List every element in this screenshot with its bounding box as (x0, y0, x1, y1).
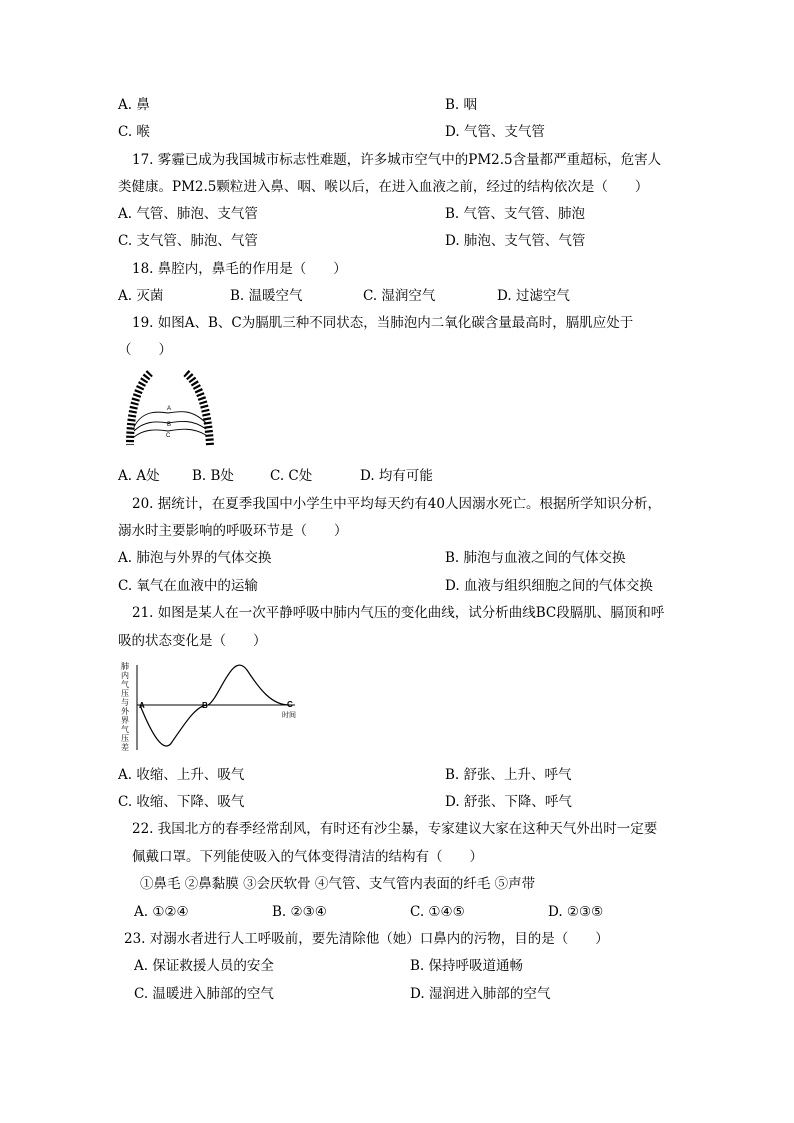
q17-option-a: A. 气管、肺泡、支气管 (118, 206, 258, 222)
q18-option-d: D. 过滤空气 (497, 288, 570, 304)
q22-option-b: B. ②③④ (272, 904, 327, 920)
left-rib-wall (130, 373, 150, 445)
q16-option-a: A. 鼻 (118, 97, 150, 113)
q16-option-c: C. 喉 (118, 124, 150, 140)
q21-option-c: C. 收缩、下降、吸气 (118, 794, 245, 810)
q19-stem-line2: （ ） (118, 342, 172, 358)
q23-option-a: A. 保证救援人员的安全 (134, 958, 274, 974)
q18-option-c: C. 湿润空气 (363, 288, 436, 304)
q18-option-b: B. 温暖空气 (230, 288, 303, 304)
q16-option-d: D. 气管、支气管 (445, 124, 545, 140)
q21-stem-line1: 21. 如图是某人在一次平静呼吸中肺内气压的变化曲线，试分析曲线BC段膈肌、膈顶和呼 (132, 605, 665, 621)
label-c: C (166, 433, 171, 439)
q19-option-b: B. B处 (192, 468, 234, 484)
q22-items: ①鼻毛 ②鼻黏膜 ③会厌软骨 ④气管、支气管内表面的纤毛 ⑤声带 (140, 876, 536, 892)
q17-option-c: C. 支气管、肺泡、气管 (118, 233, 258, 249)
q20-option-d: D. 血液与组织细胞之间的气体交换 (445, 578, 653, 594)
diaphragm-figure (120, 365, 220, 455)
q17-stem-line1: 17. 雾霾已成为我国城市标志性难题，许多城市空气中的PM2.5含量都严重超标，危害人 (132, 152, 662, 168)
pressure-curve (140, 665, 289, 746)
label-a: A (167, 406, 172, 412)
q20-option-b: B. 肺泡与血液之间的气体交换 (445, 550, 626, 566)
x-axis-label: 时间 (282, 712, 296, 719)
q19-option-d: D. 均有可能 (360, 468, 433, 484)
q20-stem-line1: 20. 据统计，在夏季我国中小学生中平均每天约有40人因溺水死亡。根据所学知识分析， (132, 496, 661, 512)
q18-stem: 18. 鼻腔内，鼻毛的作用是（ ） (132, 261, 347, 277)
point-a: A (139, 701, 145, 710)
q22-option-a: A. ①②④ (134, 904, 189, 920)
q19-option-c: C. C处 (270, 468, 313, 484)
q16-option-b: B. 咽 (445, 97, 478, 113)
q17-option-d: D. 肺泡、支气管、气管 (445, 233, 586, 249)
q23-option-c: C. 温暖进入肺部的空气 (134, 986, 274, 1002)
q21-stem-line2: 吸的状态变化是（ ） (118, 633, 267, 649)
q20-option-a: A. 肺泡与外界的气体交换 (118, 550, 272, 566)
q20-stem-line2: 溺水时主要影响的呼吸环节是（ ） (118, 523, 348, 539)
q22-stem-line1: 22. 我国北方的春季经常刮风，有时还有沙尘暴，专家建议大家在这种天气外出时一定要 (132, 821, 658, 837)
q21-option-d: D. 舒张、下降、呼气 (445, 794, 572, 810)
q22-option-d: D. ②③⑤ (548, 904, 604, 920)
q23-stem: 23. 对溺水者进行人工呼吸前，要先清除他（她）口鼻内的污物，目的是（ ） (124, 931, 609, 947)
label-b: B (167, 422, 172, 428)
q21-option-b: B. 舒张、上升、呼气 (445, 767, 572, 783)
point-b: B (202, 701, 208, 710)
q17-option-b: B. 气管、支气管、肺泡 (445, 206, 586, 222)
q20-option-c: C. 氧气在血液中的运输 (118, 578, 258, 594)
q23-option-b: B. 保持呼吸道通畅 (410, 958, 524, 974)
q21-option-a: A. 收缩、上升、吸气 (118, 767, 245, 783)
q23-option-d: D. 湿润进入肺部的空气 (410, 986, 551, 1002)
q17-stem-line2: 类健康。PM2.5颗粒进入鼻、咽、喉以后，在进入血液之前，经过的结构依次是（ ） (118, 179, 649, 195)
q19-stem-line1: 19. 如图A、B、C为膈肌三种不同状态，当肺泡内二氧化碳含量最高时，膈肌应处于 (132, 315, 634, 331)
pressure-curve-figure (132, 660, 307, 755)
q19-option-a: A. A处 (118, 468, 160, 484)
q22-option-c: C. ①④⑤ (410, 904, 465, 920)
right-rib-wall (186, 373, 210, 445)
q18-option-a: A. 灭菌 (118, 288, 164, 304)
q22-stem-line2: 佩戴口罩。下列能使吸入的气体变得清洁的结构有（ ） (132, 849, 483, 865)
pressure-figure-ylabel: 肺内气压与外界气压差 (121, 662, 129, 752)
point-c: C (287, 700, 293, 709)
